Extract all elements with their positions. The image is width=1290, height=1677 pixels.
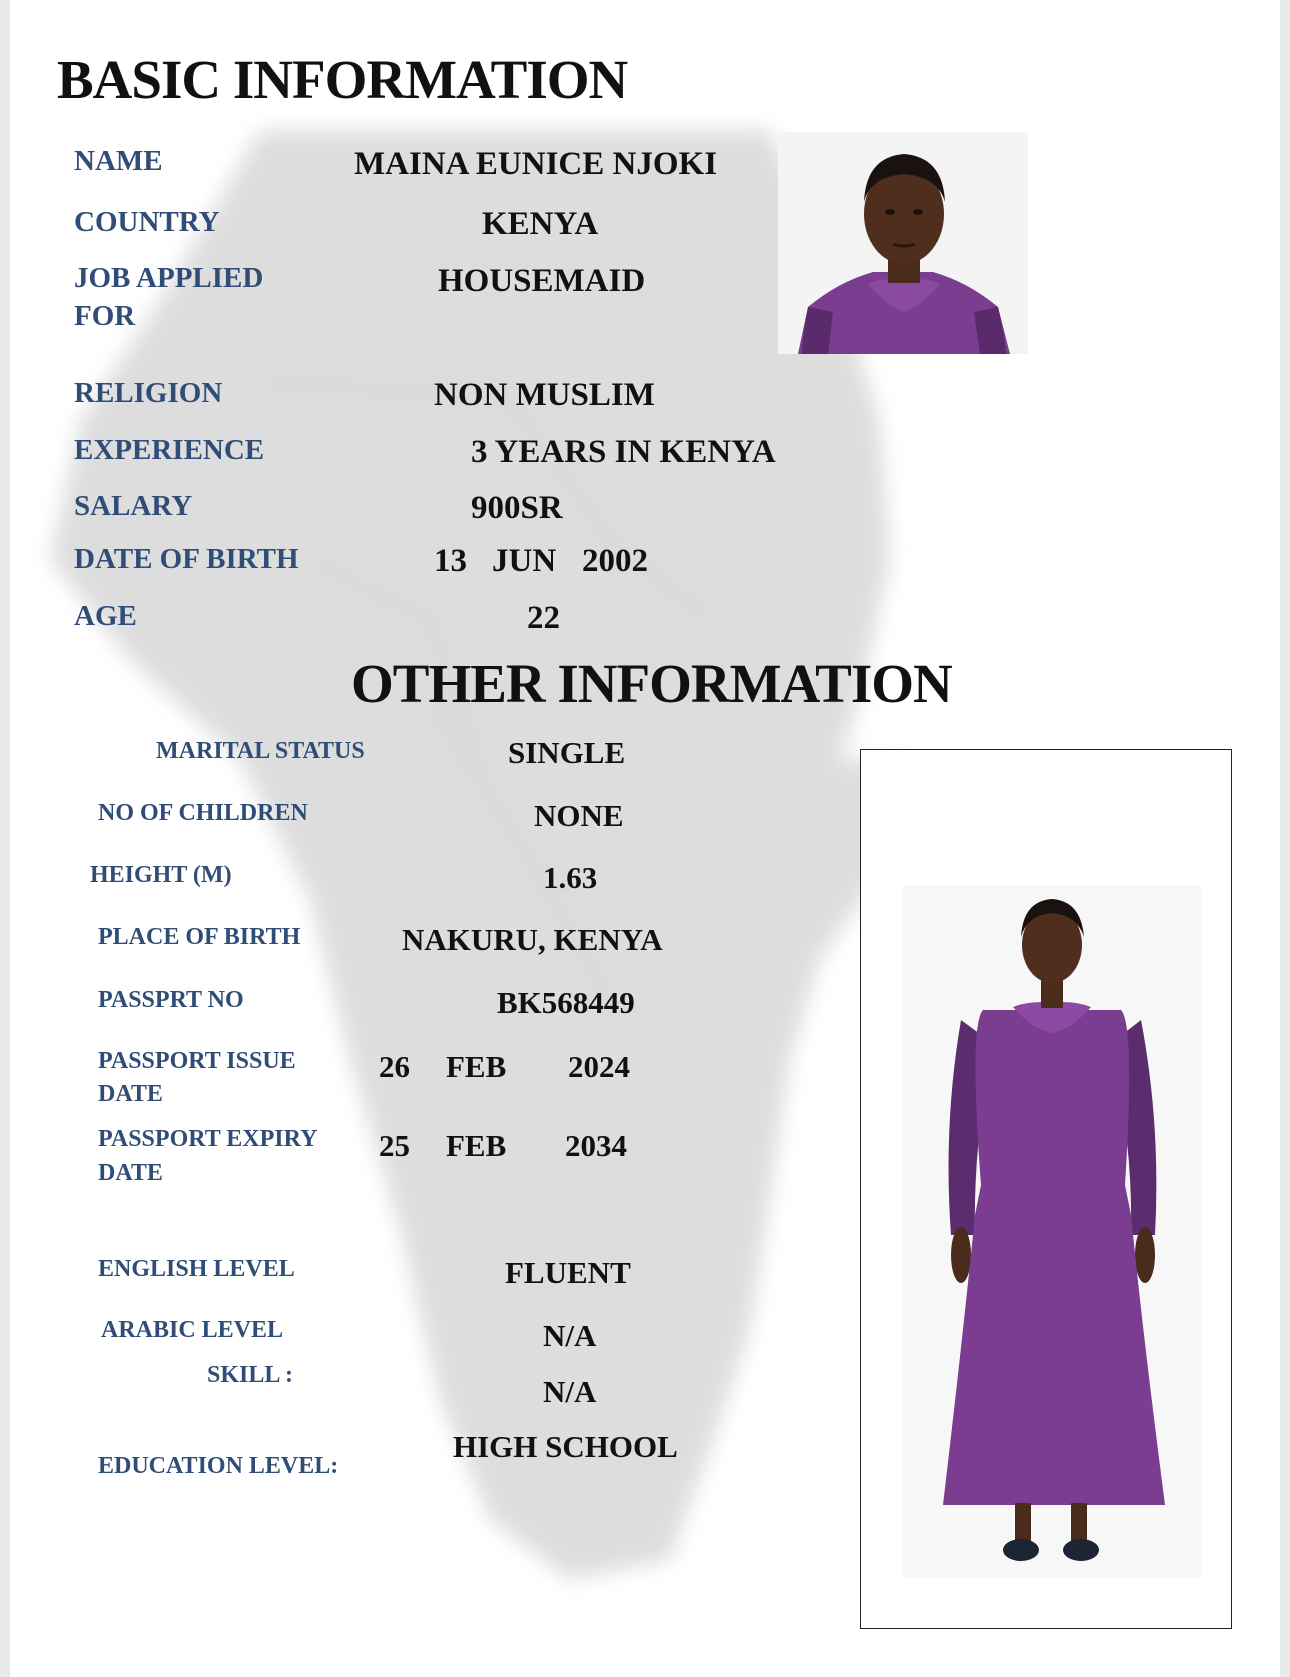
passport-no-value: BK568449 [497,985,635,1020]
marital-status-label: MARITAL STATUS [156,738,365,764]
basic-information-heading: BASIC INFORMATION [57,49,628,110]
height-label: HEIGHT (M) [90,862,232,888]
salary-label: SALARY [74,490,193,522]
name-label: NAME [74,145,163,177]
education-level-value: HIGH SCHOOL [453,1429,678,1464]
name-value: MAINA EUNICE NJOKI [354,146,718,182]
date-of-birth-day: 13 [434,543,467,579]
arabic-level-label: ARABIC LEVEL [101,1317,284,1343]
date-of-birth-label: DATE OF BIRTH [74,543,299,575]
religion-value: NON MUSLIM [434,377,655,413]
salary-value: 900SR [471,490,563,526]
marital-status-value: SINGLE [508,735,626,770]
age-label: AGE [74,600,137,632]
headshot-photo [778,132,1028,354]
cv-page [10,0,1280,1677]
job-applied-label-line2: FOR [74,300,136,332]
passport-issue-label-line2: DATE [98,1081,163,1107]
passport-issue-month: FEB [446,1049,507,1084]
religion-label: RELIGION [74,377,223,409]
passport-expiry-month: FEB [446,1128,507,1163]
skill-label: SKILL : [207,1362,294,1388]
experience-label: EXPERIENCE [74,434,265,466]
arabic-level-value: N/A [543,1318,597,1353]
passport-expiry-label-line1: PASSPORT EXPIRY [98,1126,318,1152]
other-information-heading: OTHER INFORMATION [351,653,952,714]
country-label: COUNTRY [74,206,220,238]
experience-value: 3 YEARS IN KENYA [471,434,776,470]
age-value: 22 [527,600,560,636]
no-of-children-value: NONE [534,798,624,833]
date-of-birth-year: 2002 [582,543,648,579]
passport-expiry-label-line2: DATE [98,1160,163,1186]
passport-expiry-year: 2034 [565,1128,627,1163]
place-of-birth-value: NAKURU, KENYA [402,922,663,957]
date-of-birth-month: JUN [492,543,557,579]
full-body-photo [903,885,1201,1578]
passport-issue-label-line1: PASSPORT ISSUE [98,1048,296,1074]
skill-value: N/A [543,1374,597,1409]
education-level-label: EDUCATION LEVEL: [98,1453,339,1479]
no-of-children-label: NO OF CHILDREN [98,800,308,826]
country-value: KENYA [482,206,599,242]
passport-issue-year: 2024 [568,1049,630,1084]
passport-expiry-day: 25 [379,1128,410,1163]
job-applied-value: HOUSEMAID [438,263,646,299]
passport-no-label: PASSPRT NO [98,987,244,1013]
english-level-value: FLUENT [505,1255,631,1290]
job-applied-label-line1: JOB APPLIED [74,262,264,294]
passport-issue-day: 26 [379,1049,410,1084]
english-level-label: ENGLISH LEVEL [98,1256,295,1282]
place-of-birth-label: PLACE OF BIRTH [98,924,301,950]
height-value: 1.63 [543,860,598,895]
